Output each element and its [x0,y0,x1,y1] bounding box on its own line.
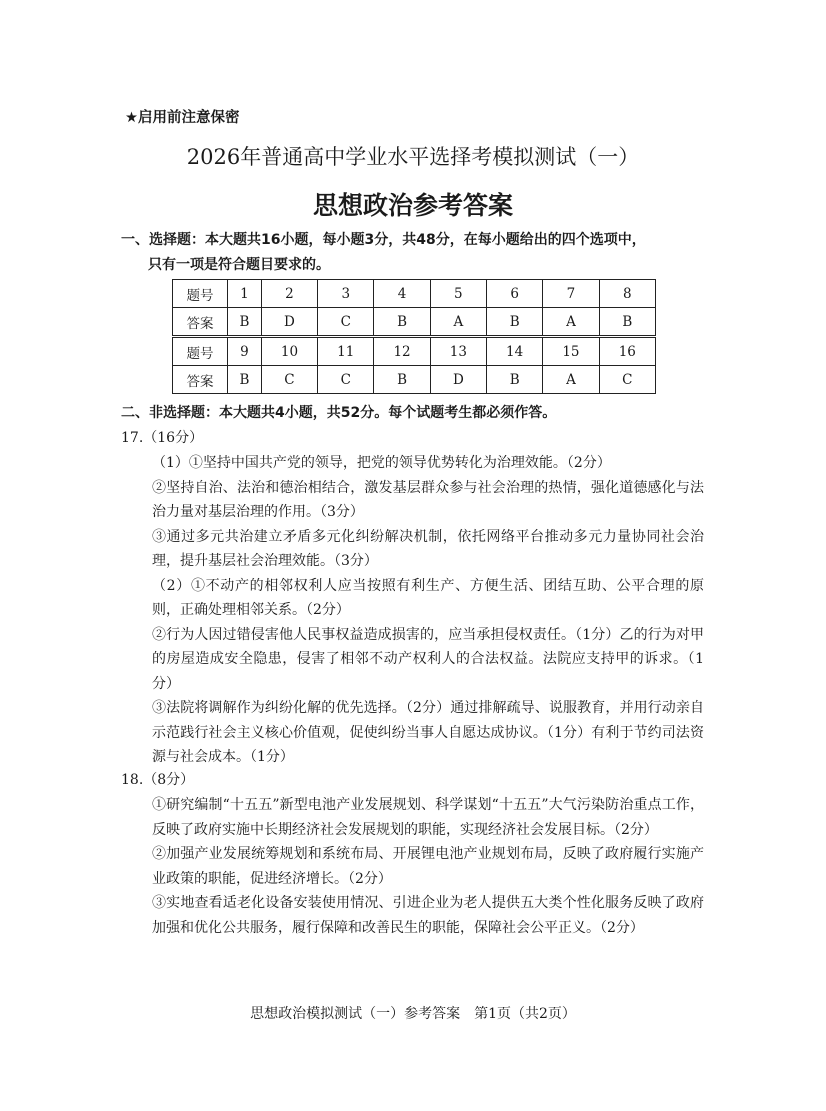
answer-cell: C [599,366,655,394]
answer-cell: C [261,366,317,394]
answer-cell: C [318,366,374,394]
answer-cell: B [374,366,430,394]
question-number: 10 [261,337,317,366]
table-row [173,280,656,308]
row-header: 答案 [173,308,228,337]
section2-heading: 二、非选择题：本大题共4小题，共52分。每个试题考生都必须作答。 [121,405,557,421]
question-number: 9 [228,337,262,366]
answer-cell: B [487,308,543,337]
answer-cell: A [543,308,599,337]
question-number: 8 [599,280,655,308]
question-18-label: 18.（8分） [121,772,195,788]
answer-paragraph: ③通过多元共治建立矛盾多元化纠纷解决机制，依托网络平台推动多元力量协同社会治理，提升基层社会治理效能。（3分） [152,528,704,569]
question-number: 4 [374,280,430,308]
row-header: 答案 [173,366,228,394]
answer-table [172,279,656,394]
question-18-answer [152,793,704,940]
answer-cell: B [228,308,262,337]
answer-cell: B [374,308,430,337]
question-number: 12 [374,337,430,366]
answer-paragraph: ②行为人因过错侵害他人民事权益造成损害的，应当承担侵权责任。（1分）乙的行为对甲的房屋造成安全隐患，侵害了相邻不动产权利人的合法权益。法院应支持甲的诉求。（1分） [152,626,704,692]
answer-paragraph: ②加强产业发展统筹规划和系统布局、开展锂电池产业规划布局，反映了政府履行实施产业政策的职能，促进经济增长。（2分） [152,846,704,887]
answer-cell: A [543,366,599,394]
question-number: 14 [487,337,543,366]
section1-heading-cont: 只有一项是符合题目要求的。 [148,257,330,273]
question-number: 5 [430,280,486,308]
answer-paragraph: （2）①不动产的相邻权利人应当按照有利生产、方便生活、团结互助、公平合理的原则，正确处理相邻关系。（2分） [152,577,704,618]
table-row [173,308,656,337]
question-17-answer [152,451,704,770]
question-number: 1 [228,280,262,308]
answer-cell: B [599,308,655,337]
question-number: 16 [599,337,655,366]
document-title: 思想政治参考答案 [312,191,513,220]
table-row [173,337,656,366]
row-header: 题号 [173,280,228,308]
exam-title: 2026年普通高中学业水平选择考模拟测试（一） [186,145,640,169]
answer-cell: D [430,366,486,394]
section1-heading: 一、选择题：本大题共16小题，每小题3分，共48分，在每小题给出的四个选项中， [121,232,646,248]
answer-paragraph: ③实地查看适老化设备安装使用情况、引进企业为老人提供五大类个性化服务反映了政府加强和优化公共服务，履行保障和改善民生的职能，保障社会公平正义。（2分） [152,895,704,936]
answer-cell: D [261,308,317,337]
question-17-label: 17.（16分） [121,430,204,446]
confidential-notice: ★启用前注意保密 [125,110,240,126]
question-number: 15 [543,337,599,366]
answer-cell: B [228,366,262,394]
question-number: 3 [318,280,374,308]
table-row [173,366,656,394]
question-number: 11 [318,337,374,366]
answer-paragraph: （1）①坚持中国共产党的领导，把党的领导优势转化为治理效能。（2分） [152,455,611,471]
row-header: 题号 [173,337,228,366]
answer-cell: A [430,308,486,337]
question-number: 6 [487,280,543,308]
answer-paragraph: ①研究编制“十五五”新型电池产业发展规划、科学谋划“十五五”大气污染防治重点工作，反映了政府实施中长期经济社会发展规划的职能，实现经济社会发展目标。（2分） [152,797,704,838]
answer-paragraph: ③法院将调解作为纠纷化解的优先选择。（2分）通过排解疏导、说服教育，并用行动亲自示范践行社会主义核心价值观，促使纠纷当事人自愿达成协议。（1分）有利于节约司法资源与社会成本。（1分） [152,700,704,765]
answer-cell: B [487,366,543,394]
question-number: 7 [543,280,599,308]
page-footer: 思想政治模拟测试（一）参考答案 第1页（共2页） [250,1006,576,1022]
question-number: 2 [261,280,317,308]
answer-cell: C [318,308,374,337]
question-number: 13 [430,337,486,366]
answer-paragraph: ②坚持自治、法治和德治相结合，激发基层群众参与社会治理的热情，强化道德感化与法治力量对基层治理的作用。（3分） [152,479,704,520]
